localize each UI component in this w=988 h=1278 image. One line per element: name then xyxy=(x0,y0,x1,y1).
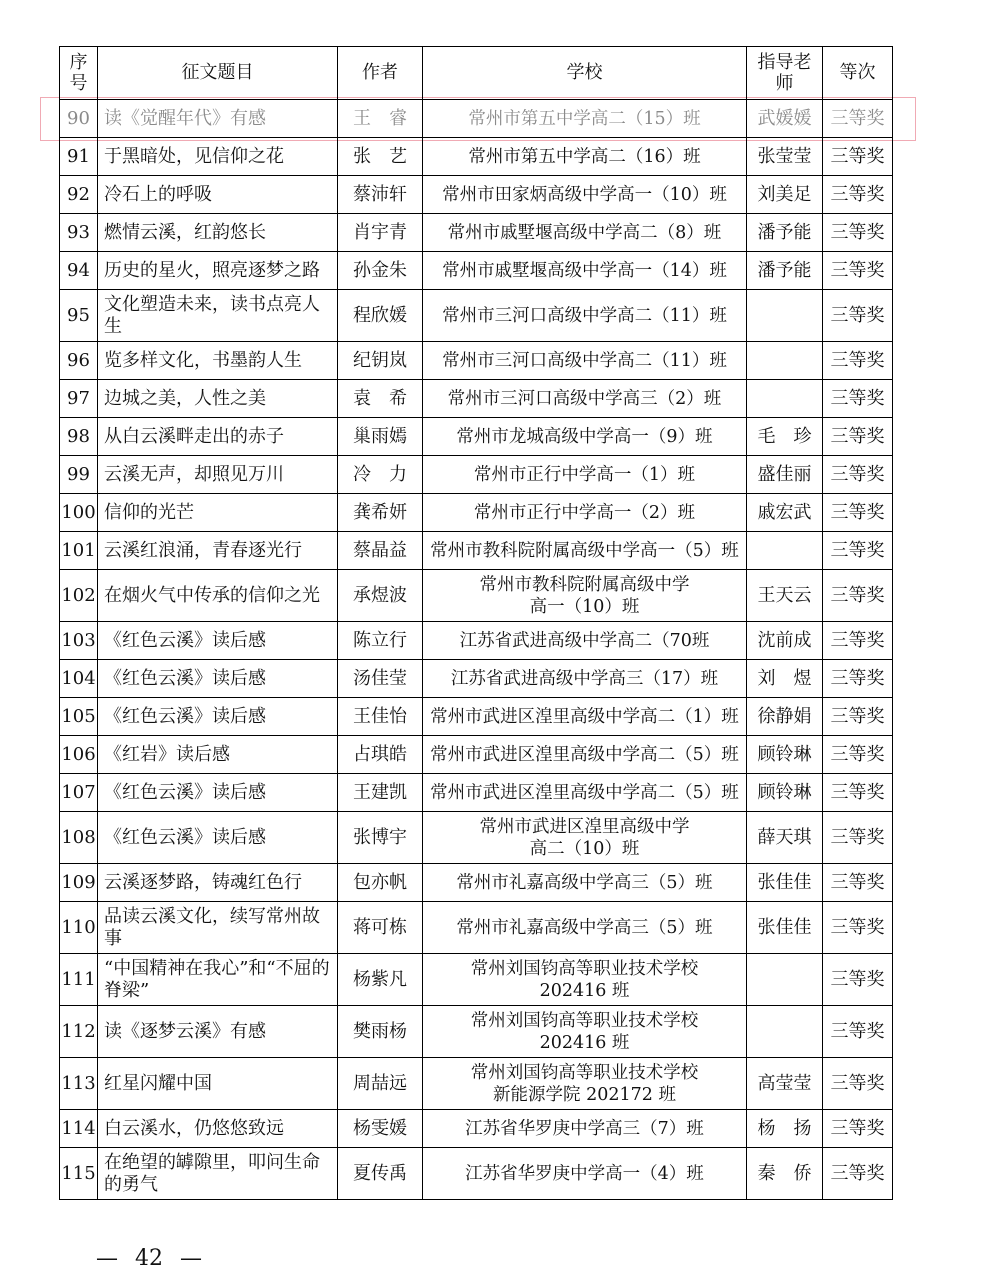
row-award: 三等奖 xyxy=(823,252,893,290)
row-author: 巢雨嫣 xyxy=(338,418,423,456)
row-number: 98 xyxy=(60,418,98,456)
row-title: 红星闪耀中国 xyxy=(98,1058,338,1110)
table-row[interactable] xyxy=(60,622,893,660)
row-number: 113 xyxy=(60,1058,98,1110)
row-number: 111 xyxy=(60,954,98,1006)
row-title: 读《觉醒年代》有感 xyxy=(98,100,338,138)
row-author: 汤佳莹 xyxy=(338,660,423,698)
footer-dash-left: — xyxy=(96,1246,118,1271)
row-number: 110 xyxy=(60,902,98,954)
row-title: 文化塑造未来，读书点亮人生 xyxy=(98,290,338,342)
row-school: 常州市龙城高级中学高一（9）班 xyxy=(423,418,747,456)
row-school: 常州市正行中学高一（1）班 xyxy=(423,456,747,494)
row-award: 三等奖 xyxy=(823,342,893,380)
row-number: 95 xyxy=(60,290,98,342)
row-number: 114 xyxy=(60,1110,98,1148)
row-teacher: 戚宏武 xyxy=(747,494,823,532)
row-school: 常州市礼嘉高级中学高三（5）班 xyxy=(423,864,747,902)
row-teacher xyxy=(747,380,823,418)
table-row[interactable] xyxy=(60,570,893,622)
row-award: 三等奖 xyxy=(823,1058,893,1110)
row-author: 王佳怡 xyxy=(338,698,423,736)
row-teacher: 薛天琪 xyxy=(747,812,823,864)
row-number: 104 xyxy=(60,660,98,698)
row-title: 于黑暗处，见信仰之花 xyxy=(98,138,338,176)
row-number: 97 xyxy=(60,380,98,418)
row-school: 常州市田家炳高级中学高一（10）班 xyxy=(423,176,747,214)
row-teacher: 徐静娟 xyxy=(747,698,823,736)
row-title: 《红色云溪》读后感 xyxy=(98,812,338,864)
row-teacher: 刘 煜 xyxy=(747,660,823,698)
table-row[interactable] xyxy=(60,494,893,532)
header-author: 作者 xyxy=(338,47,423,100)
row-school: 常州刘国钧高等职业技术学校 202416 班 xyxy=(423,1006,747,1058)
row-author: 王建凯 xyxy=(338,774,423,812)
header-award: 等次 xyxy=(823,47,893,100)
row-school: 常州市三河口高级中学高三（2）班 xyxy=(423,380,747,418)
row-school: 常州市武进区湟里高级中学高二（5）班 xyxy=(423,774,747,812)
row-school: 常州市戚墅堰高级中学高二（8）班 xyxy=(423,214,747,252)
row-author: 夏传禹 xyxy=(338,1148,423,1200)
row-number: 102 xyxy=(60,570,98,622)
row-number: 105 xyxy=(60,698,98,736)
table-row[interactable] xyxy=(60,342,893,380)
row-award: 三等奖 xyxy=(823,380,893,418)
row-title: 品读云溪文化，续写常州故事 xyxy=(98,902,338,954)
row-school: 常州市武进区湟里高级中学高二（5）班 xyxy=(423,736,747,774)
row-title: 冷石上的呼吸 xyxy=(98,176,338,214)
row-award: 三等奖 xyxy=(823,494,893,532)
table-row[interactable] xyxy=(60,380,893,418)
row-number: 101 xyxy=(60,532,98,570)
row-author: 杨紫凡 xyxy=(338,954,423,1006)
row-award: 三等奖 xyxy=(823,138,893,176)
row-number: 115 xyxy=(60,1148,98,1200)
row-number: 91 xyxy=(60,138,98,176)
table-row[interactable] xyxy=(60,214,893,252)
row-award: 三等奖 xyxy=(823,902,893,954)
table-row[interactable] xyxy=(60,736,893,774)
row-number: 94 xyxy=(60,252,98,290)
row-title: 燃情云溪，红韵悠长 xyxy=(98,214,338,252)
table-row[interactable] xyxy=(60,954,893,1006)
row-school: 常州市教科院附属高级中学高一（5）班 xyxy=(423,532,747,570)
row-title: 在烟火气中传承的信仰之光 xyxy=(98,570,338,622)
row-author: 周喆远 xyxy=(338,1058,423,1110)
row-award: 三等奖 xyxy=(823,418,893,456)
row-teacher: 张佳佳 xyxy=(747,902,823,954)
row-teacher xyxy=(747,954,823,1006)
row-school: 常州市教科院附属高级中学 高一（10）班 xyxy=(423,570,747,622)
row-teacher xyxy=(747,532,823,570)
row-number: 100 xyxy=(60,494,98,532)
row-school: 常州市第五中学高二（15）班 xyxy=(423,100,747,138)
row-award: 三等奖 xyxy=(823,736,893,774)
row-teacher: 杨 扬 xyxy=(747,1110,823,1148)
row-title: 《红色云溪》读后感 xyxy=(98,660,338,698)
row-award: 三等奖 xyxy=(823,864,893,902)
row-author: 承煜波 xyxy=(338,570,423,622)
row-title: 云溪红浪涌，青春逐光行 xyxy=(98,532,338,570)
row-award: 三等奖 xyxy=(823,1110,893,1148)
row-title: “中国精神在我心”和“不屈的脊梁” xyxy=(98,954,338,1006)
row-teacher: 毛 珍 xyxy=(747,418,823,456)
row-title: 云溪无声，却照见万川 xyxy=(98,456,338,494)
row-school: 常州市礼嘉高级中学高三（5）班 xyxy=(423,902,747,954)
table-row[interactable] xyxy=(60,1006,893,1058)
row-author: 袁 希 xyxy=(338,380,423,418)
row-title: 从白云溪畔走出的赤子 xyxy=(98,418,338,456)
table-row[interactable] xyxy=(60,864,893,902)
table-row[interactable] xyxy=(60,100,893,138)
row-author: 张 艺 xyxy=(338,138,423,176)
table-row[interactable] xyxy=(60,698,893,736)
row-school: 常州市正行中学高一（2）班 xyxy=(423,494,747,532)
page-footer xyxy=(96,1246,202,1271)
row-school: 常州市武进区湟里高级中学高二（1）班 xyxy=(423,698,747,736)
row-title: 在绝望的罅隙里，叩问生命的勇气 xyxy=(98,1148,338,1200)
row-award: 三等奖 xyxy=(823,954,893,1006)
table-row[interactable] xyxy=(60,1148,893,1200)
row-award: 三等奖 xyxy=(823,214,893,252)
row-school: 常州刘国钧高等职业技术学校 202416 班 xyxy=(423,954,747,1006)
row-title: 《红色云溪》读后感 xyxy=(98,698,338,736)
table-row[interactable] xyxy=(60,812,893,864)
header-seq: 序号 xyxy=(60,47,98,100)
row-award: 三等奖 xyxy=(823,698,893,736)
row-award: 三等奖 xyxy=(823,570,893,622)
row-teacher: 秦 侨 xyxy=(747,1148,823,1200)
row-teacher: 沈前成 xyxy=(747,622,823,660)
row-author: 陈立行 xyxy=(338,622,423,660)
row-author: 冷 力 xyxy=(338,456,423,494)
row-school: 江苏省华罗庚中学高一（4）班 xyxy=(423,1148,747,1200)
table-row[interactable] xyxy=(60,774,893,812)
row-title: 历史的星火，照亮逐梦之路 xyxy=(98,252,338,290)
table-row[interactable] xyxy=(60,1058,893,1110)
row-award: 三等奖 xyxy=(823,622,893,660)
row-award: 三等奖 xyxy=(823,812,893,864)
row-teacher: 顾铃琳 xyxy=(747,736,823,774)
row-school: 常州市武进区湟里高级中学 高二（10）班 xyxy=(423,812,747,864)
row-number: 106 xyxy=(60,736,98,774)
row-author: 杨雯媛 xyxy=(338,1110,423,1148)
row-author: 肖宇青 xyxy=(338,214,423,252)
row-author: 蔡沛轩 xyxy=(338,176,423,214)
row-number: 109 xyxy=(60,864,98,902)
row-author: 樊雨杨 xyxy=(338,1006,423,1058)
table-row[interactable] xyxy=(60,456,893,494)
row-award: 三等奖 xyxy=(823,660,893,698)
row-award: 三等奖 xyxy=(823,1006,893,1058)
row-author: 纪钥岚 xyxy=(338,342,423,380)
row-title: 《红色云溪》读后感 xyxy=(98,774,338,812)
row-title: 白云溪水，仍悠悠致远 xyxy=(98,1110,338,1148)
row-award: 三等奖 xyxy=(823,290,893,342)
row-teacher: 张莹莹 xyxy=(747,138,823,176)
page-number: 42 xyxy=(135,1246,163,1271)
row-school: 江苏省武进高级中学高三（17）班 xyxy=(423,660,747,698)
row-award: 三等奖 xyxy=(823,100,893,138)
award-table xyxy=(59,46,893,1200)
row-award: 三等奖 xyxy=(823,456,893,494)
row-number: 107 xyxy=(60,774,98,812)
row-number: 90 xyxy=(60,100,98,138)
row-teacher: 张佳佳 xyxy=(747,864,823,902)
row-award: 三等奖 xyxy=(823,532,893,570)
row-number: 112 xyxy=(60,1006,98,1058)
row-teacher: 刘美足 xyxy=(747,176,823,214)
row-school: 常州市戚墅堰高级中学高一（14）班 xyxy=(423,252,747,290)
row-number: 93 xyxy=(60,214,98,252)
header-title: 征文题目 xyxy=(98,47,338,100)
row-teacher: 潘予能 xyxy=(747,252,823,290)
row-number: 96 xyxy=(60,342,98,380)
row-teacher xyxy=(747,290,823,342)
row-title: 边城之美，人性之美 xyxy=(98,380,338,418)
table-row[interactable] xyxy=(60,290,893,342)
row-school: 江苏省武进高级中学高二（70班 xyxy=(423,622,747,660)
table-row[interactable] xyxy=(60,176,893,214)
table-row[interactable] xyxy=(60,418,893,456)
row-teacher: 潘予能 xyxy=(747,214,823,252)
table-header-row xyxy=(60,47,893,100)
row-title: 信仰的光芒 xyxy=(98,494,338,532)
row-author: 张博宇 xyxy=(338,812,423,864)
row-teacher xyxy=(747,342,823,380)
row-number: 108 xyxy=(60,812,98,864)
row-teacher: 盛佳丽 xyxy=(747,456,823,494)
row-author: 包亦帆 xyxy=(338,864,423,902)
row-teacher: 高莹莹 xyxy=(747,1058,823,1110)
row-teacher xyxy=(747,1006,823,1058)
row-title: 《红岩》读后感 xyxy=(98,736,338,774)
row-author: 程欣媛 xyxy=(338,290,423,342)
row-author: 占琪皓 xyxy=(338,736,423,774)
row-author: 王 睿 xyxy=(338,100,423,138)
header-school: 学校 xyxy=(423,47,747,100)
row-number: 92 xyxy=(60,176,98,214)
table-row[interactable] xyxy=(60,138,893,176)
row-teacher: 武媛媛 xyxy=(747,100,823,138)
header-teacher: 指导老师 xyxy=(747,47,823,100)
row-title: 读《逐梦云溪》有感 xyxy=(98,1006,338,1058)
row-author: 蔡晶益 xyxy=(338,532,423,570)
row-teacher: 顾铃琳 xyxy=(747,774,823,812)
table-row[interactable] xyxy=(60,1110,893,1148)
row-award: 三等奖 xyxy=(823,176,893,214)
row-author: 蒋可栋 xyxy=(338,902,423,954)
row-school: 常州市第五中学高二（16）班 xyxy=(423,138,747,176)
footer-dash-right: — xyxy=(180,1246,202,1271)
table-row[interactable] xyxy=(60,660,893,698)
row-award: 三等奖 xyxy=(823,1148,893,1200)
row-school: 常州刘国钧高等职业技术学校 新能源学院 202172 班 xyxy=(423,1058,747,1110)
row-number: 99 xyxy=(60,456,98,494)
table-row[interactable] xyxy=(60,532,893,570)
row-title: 《红色云溪》读后感 xyxy=(98,622,338,660)
row-teacher: 王天云 xyxy=(747,570,823,622)
row-author: 孙金朱 xyxy=(338,252,423,290)
row-school: 江苏省华罗庚中学高三（7）班 xyxy=(423,1110,747,1148)
table-row[interactable] xyxy=(60,902,893,954)
row-title: 览多样文化，书墨韵人生 xyxy=(98,342,338,380)
row-author: 龚希妍 xyxy=(338,494,423,532)
row-number: 103 xyxy=(60,622,98,660)
row-school: 常州市三河口高级中学高二（11）班 xyxy=(423,342,747,380)
row-award: 三等奖 xyxy=(823,774,893,812)
table-row[interactable] xyxy=(60,252,893,290)
row-school: 常州市三河口高级中学高二（11）班 xyxy=(423,290,747,342)
row-title: 云溪逐梦路，铸魂红色行 xyxy=(98,864,338,902)
table-body xyxy=(60,100,893,1200)
